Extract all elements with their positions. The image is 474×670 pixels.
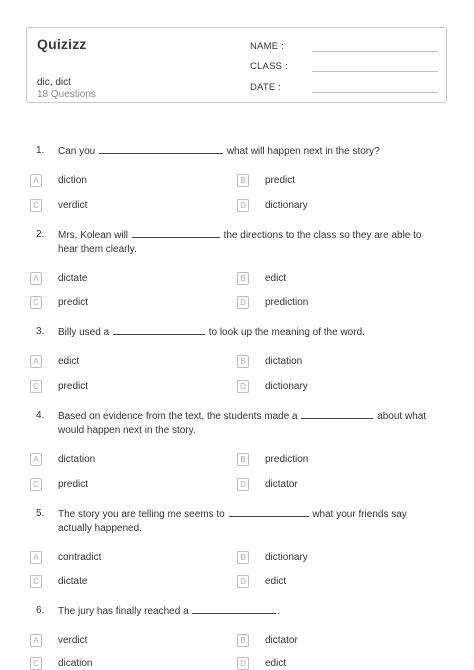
question-number: 1. xyxy=(36,145,45,156)
answer-blank[interactable] xyxy=(132,229,220,238)
option-text: dictionary xyxy=(265,200,308,211)
option-letter: B xyxy=(237,453,249,466)
option-text: dictation xyxy=(265,356,303,367)
answer-blank[interactable] xyxy=(192,605,276,614)
question-number: 5. xyxy=(36,508,45,519)
worksheet-title: dic, dict xyxy=(37,77,71,88)
quizizz-logo: Quizizz xyxy=(37,36,87,52)
option-text: prediction xyxy=(265,297,309,308)
option-letter: B xyxy=(237,355,249,368)
question-number: 2. xyxy=(36,229,45,240)
worksheet-header xyxy=(26,27,447,103)
question-text: Billy used a to look up the meaning of the word. xyxy=(58,327,365,338)
option-text: dictate xyxy=(58,273,88,284)
option-letter: B xyxy=(237,174,249,187)
option-letter: B xyxy=(237,551,249,564)
option-text: edict xyxy=(265,273,287,284)
option-letter: C xyxy=(30,296,42,309)
option-letter: D xyxy=(237,478,249,491)
option-text: predict xyxy=(58,297,89,308)
date-field[interactable] xyxy=(312,92,438,93)
question-count: 18 Questions xyxy=(37,89,96,100)
option-letter: A xyxy=(30,272,42,285)
question-number: 3. xyxy=(36,326,45,337)
question-text: The jury has finally reached a . xyxy=(58,606,281,617)
question-text: Mrs. Kolean will the directions to the class so they are able to hear them clearly. xyxy=(58,230,422,255)
option-text: dication xyxy=(58,658,93,669)
option-letter: A xyxy=(30,174,42,187)
option-text: contradict xyxy=(58,552,102,563)
option-letter: A xyxy=(30,634,42,647)
answer-blank[interactable] xyxy=(301,410,373,419)
option-text: edict xyxy=(265,576,287,587)
option-text: diction xyxy=(58,175,87,186)
option-text: dictator xyxy=(265,479,298,490)
option-letter: D xyxy=(237,199,249,212)
option-letter: C xyxy=(30,657,42,670)
option-letter: C xyxy=(30,199,42,212)
answer-blank[interactable] xyxy=(229,508,309,517)
option-text: dictator xyxy=(265,635,298,646)
option-text: predict xyxy=(58,479,89,490)
option-letter: A xyxy=(30,355,42,368)
option-text: dictation xyxy=(58,454,96,465)
option-letter: D xyxy=(237,380,249,393)
question-text: The story you are telling me seems to what your friends say actually happened. xyxy=(58,509,407,534)
option-letter: D xyxy=(237,296,249,309)
option-text: edict xyxy=(265,658,287,669)
option-text: verdict xyxy=(58,635,88,646)
option-letter: A xyxy=(30,551,42,564)
class-label: CLASS : xyxy=(250,61,288,72)
date-label: DATE : xyxy=(250,82,282,93)
name-label: NAME : xyxy=(250,41,284,52)
option-text: predict xyxy=(58,381,89,392)
option-text: prediction xyxy=(265,454,309,465)
question-number: 6. xyxy=(36,605,45,616)
question-text: Based on evidence from the text, the students made a about what would happen next in the story. xyxy=(58,411,427,436)
option-letter: B xyxy=(237,272,249,285)
class-field[interactable] xyxy=(312,71,438,72)
option-letter: C xyxy=(30,380,42,393)
question-text: Can you what will happen next in the story? xyxy=(58,146,380,157)
option-text: dictate xyxy=(58,576,88,587)
option-text: verdict xyxy=(58,200,88,211)
option-letter: D xyxy=(237,657,249,670)
question-number: 4. xyxy=(36,410,45,421)
option-letter: D xyxy=(237,575,249,588)
answer-blank[interactable] xyxy=(113,326,205,335)
option-text: edict xyxy=(58,356,80,367)
option-text: dictionary xyxy=(265,552,308,563)
name-field[interactable] xyxy=(312,51,438,52)
option-letter: C xyxy=(30,478,42,491)
option-letter: C xyxy=(30,575,42,588)
answer-blank[interactable] xyxy=(99,145,223,154)
option-letter: B xyxy=(237,634,249,647)
option-text: dictionary xyxy=(265,381,308,392)
option-letter: A xyxy=(30,453,42,466)
option-text: predict xyxy=(265,175,296,186)
